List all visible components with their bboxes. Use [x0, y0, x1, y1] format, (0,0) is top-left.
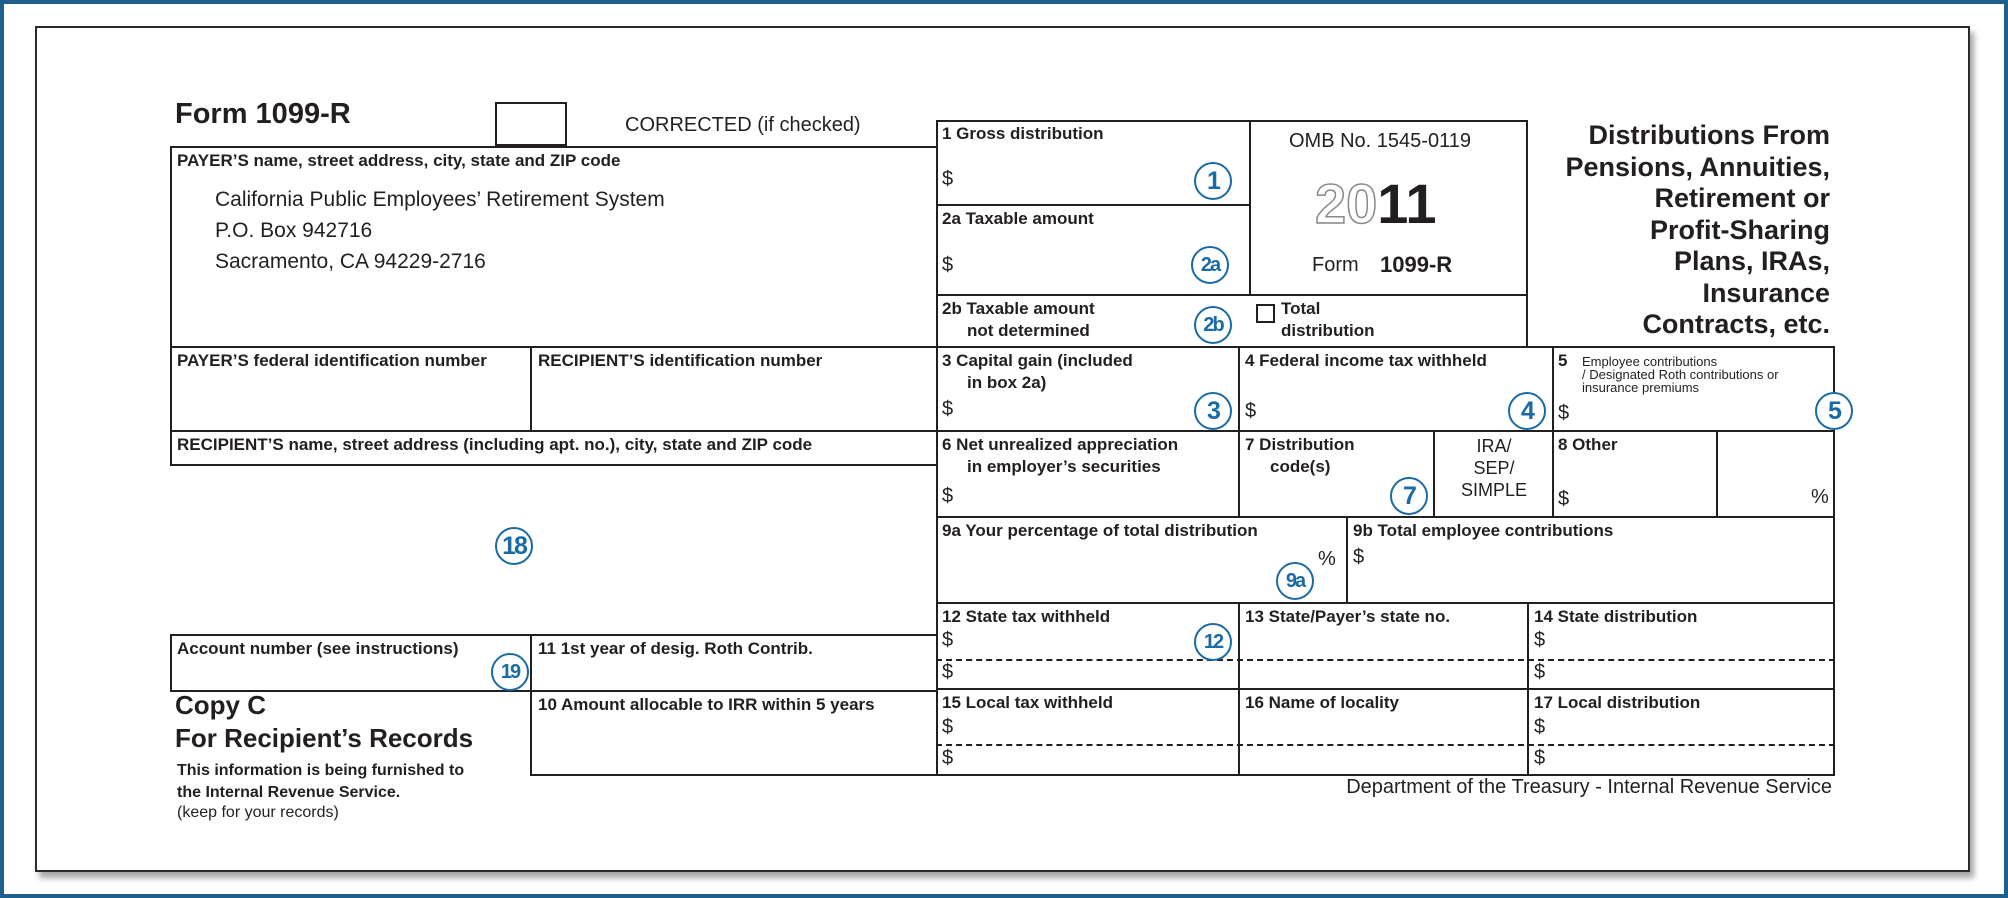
payer-fed-id-label: PAYER’S federal identification number: [177, 351, 487, 370]
box9b-dollar: $: [1353, 546, 1365, 568]
copy-title: Copy C: [175, 690, 266, 720]
box2a-dollar: $: [942, 254, 954, 276]
form-description: [1565, 120, 1830, 341]
box15-dollar-2: $: [942, 747, 954, 769]
box16-label: 16 Name of locality: [1245, 693, 1400, 712]
copy-note-line2: the Internal Revenue Service.: [177, 784, 401, 801]
box5-dollar: $: [1558, 402, 1570, 424]
box17-label: 17 Local distribution: [1534, 693, 1701, 712]
box7-sub: code(s): [1270, 457, 1331, 476]
ira-sep-simple: [1442, 435, 1546, 501]
badge-1: 1: [1194, 162, 1232, 200]
copy-note-line3: (keep for your records): [177, 804, 339, 821]
form-title: Form 1099-R: [175, 98, 351, 130]
box8-dollar: $: [1558, 488, 1570, 510]
form-small-number: 1099-R: [1380, 252, 1453, 277]
box14-dollar-2: $: [1534, 661, 1546, 683]
box2b-label: 2b Taxable amount: [942, 299, 1095, 318]
box7-label: 7 Distribution: [1245, 435, 1355, 454]
payer-address-line1: P.O. Box 942716: [215, 219, 373, 242]
recipient-name-label: RECIPIENT’S name, street address (including apt. no.), city, state and ZIP code: [177, 435, 813, 454]
badge-19: 19: [491, 653, 529, 691]
desc-line1: Distributions From: [1588, 120, 1830, 150]
account-number-label: Account number (see instructions): [177, 639, 459, 658]
payer-address: [215, 184, 665, 277]
box15-dollar-1: $: [942, 716, 954, 738]
badge-2a: 2a: [1191, 246, 1229, 284]
copy-subtitle: For Recipient’s Records: [175, 723, 474, 753]
box3-label: 3 Capital gain (included: [942, 351, 1133, 370]
tax-year: [1315, 174, 1437, 234]
year-suffix: 11: [1377, 172, 1437, 235]
badge-4: 4: [1508, 392, 1546, 430]
form-sheet: [35, 26, 1970, 872]
box1-dollar: $: [942, 168, 954, 190]
roth-year-label: 11 1st year of desig. Roth Contrib.: [538, 639, 813, 658]
box6-sub: in employer’s securities: [967, 457, 1161, 476]
form-small-label: Form: [1312, 254, 1359, 276]
desc-line5: Plans, IRAs,: [1673, 246, 1830, 276]
total-label: Total: [1281, 299, 1321, 318]
box9b-label: 9b Total employee contributions: [1353, 521, 1614, 540]
box13-label: 13 State/Payer’s state no.: [1245, 607, 1451, 626]
box10-label: 10 Amount allocable to IRR within 5 years: [538, 695, 875, 714]
box14-dollar-1: $: [1534, 629, 1546, 651]
ira-line3: SIMPLE: [1460, 480, 1528, 500]
desc-line3: Retirement or: [1654, 183, 1830, 213]
box4-dollar: $: [1245, 400, 1257, 422]
box17-dollar-2: $: [1534, 747, 1546, 769]
box2a-label: 2a Taxable amount: [942, 209, 1094, 228]
desc-line4: Profit-Sharing: [1650, 214, 1830, 245]
payer-address-line2: Sacramento, CA 94229-2716: [215, 250, 486, 273]
box9a-percent: %: [1318, 548, 1336, 570]
payer-name: California Public Employees’ Retirement System: [215, 188, 665, 211]
box3-sub: in box 2a): [967, 373, 1047, 392]
desc-line2: Pensions, Annuities,: [1565, 151, 1830, 182]
box5-num: 5: [1558, 351, 1568, 370]
badge-3: 3: [1194, 392, 1232, 430]
box2b-sub: not determined: [967, 321, 1090, 340]
year-prefix: 20: [1315, 172, 1378, 235]
ira-line1: IRA/: [1476, 436, 1512, 456]
box5-label-1: Employee contributions: [1582, 354, 1718, 369]
box15-label: 15 Local tax withheld: [942, 693, 1113, 712]
box17-dollar-1: $: [1534, 716, 1546, 738]
box12-dollar-1: $: [942, 629, 954, 651]
box8-percent: %: [1811, 486, 1829, 508]
box4-label: 4 Federal income tax withheld: [1245, 351, 1487, 370]
box5-label-2: / Designated Roth contributions or: [1582, 367, 1779, 382]
recipient-id-label: RECIPIENT’S identification number: [538, 351, 823, 370]
distribution-label: distribution: [1281, 321, 1375, 340]
box6-dollar: $: [942, 485, 954, 507]
box12-label: 12 State tax withheld: [942, 607, 1111, 626]
badge-9a: 9a: [1276, 562, 1314, 600]
box1-label: 1 Gross distribution: [942, 124, 1104, 143]
desc-line6: Insurance: [1702, 277, 1830, 308]
box9a-label: 9a Your percentage of total distribution: [942, 521, 1258, 540]
total-distribution-checkbox[interactable]: [1256, 304, 1275, 323]
box6-label: 6 Net unrealized appreciation: [942, 435, 1179, 454]
ira-line2: SEP/: [1473, 458, 1515, 478]
box8-label: 8 Other: [1558, 435, 1618, 454]
corrected-checkbox[interactable]: [495, 102, 567, 146]
badge-2b: 2b: [1194, 306, 1232, 344]
badge-18: 18: [495, 527, 533, 565]
box12-dollar-2: $: [942, 661, 954, 683]
badge-12: 12: [1194, 623, 1232, 661]
box14-label: 14 State distribution: [1534, 607, 1698, 626]
box5-label-3: insurance premiums: [1582, 380, 1700, 395]
omb-number: OMB No. 1545-0119: [1289, 130, 1471, 152]
corrected-label: CORRECTED (if checked): [625, 114, 861, 136]
badge-5: 5: [1815, 392, 1853, 430]
department-footer: Department of the Treasury - Internal Revenue Service: [1346, 776, 1832, 798]
desc-line7: Contracts, etc.: [1642, 309, 1830, 339]
payer-name-label: PAYER’S name, street address, city, state and ZIP code: [177, 151, 621, 170]
box3-dollar: $: [942, 398, 954, 420]
badge-7: 7: [1390, 477, 1428, 515]
copy-note-line1: This information is being furnished to: [177, 762, 465, 779]
